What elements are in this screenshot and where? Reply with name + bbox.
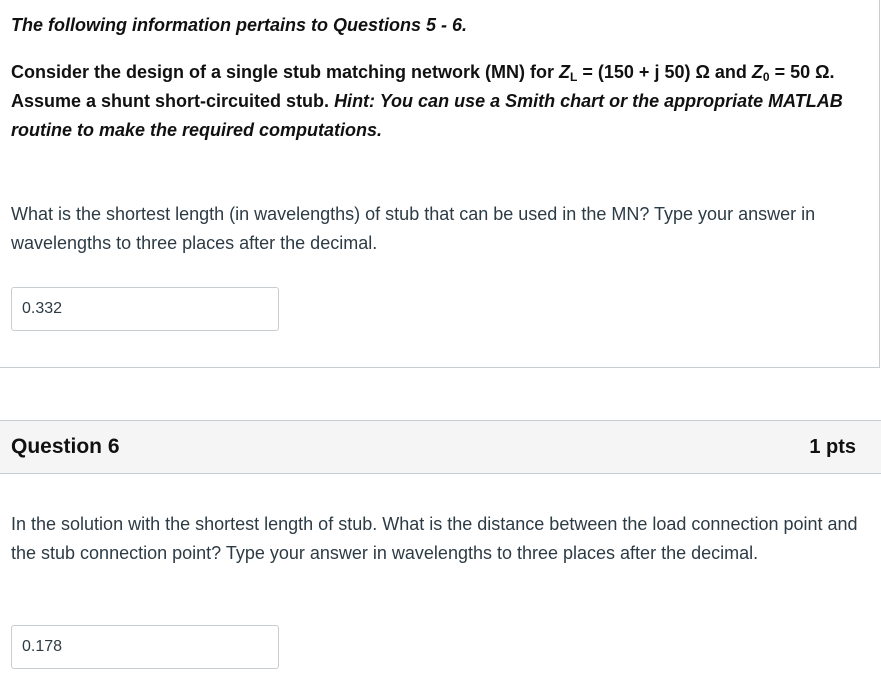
intro-body [11,58,871,145]
zl-subscript: L [570,70,578,84]
question-6-title: Question 6 [11,435,120,458]
question-6-header [0,420,881,474]
intro-line2-pre: Assume a shunt short-circuited stub. [11,91,335,111]
zl-variable: Z [559,62,571,82]
intro-line1-pre: Consider the design of a single stub matching network (MN) for [11,62,560,82]
intro-line1-mid: = (150 + j 50) Ω and [577,62,752,82]
intro-title: The following information pertains to Questions 5 - 6. [11,15,468,35]
question-5-text: What is the shortest length (in wavelengths) of stub that can be used in the MN? Type your answer in wavelengths to three places after the decimal. [11,204,816,253]
question-6-text: In the solution with the shortest length of stub. What is the distance between the load connection point and the stub connection point? Type your answer in wavelengths to three places after the decimal. [11,514,858,563]
z0-variable: Z [751,62,763,82]
intro-hint: Hint: You can use a Smith chart or the appropriate MATLAB routine to make the required computations. [11,91,843,140]
question-5-answer-field[interactable]: 0.332 [11,287,279,331]
z0-subscript: 0 [762,70,770,84]
intro-line1-post: = 50 Ω. [769,62,835,82]
question-6-answer-field[interactable]: 0.178 [11,625,279,669]
question-6-points: 1 pts [809,436,856,458]
